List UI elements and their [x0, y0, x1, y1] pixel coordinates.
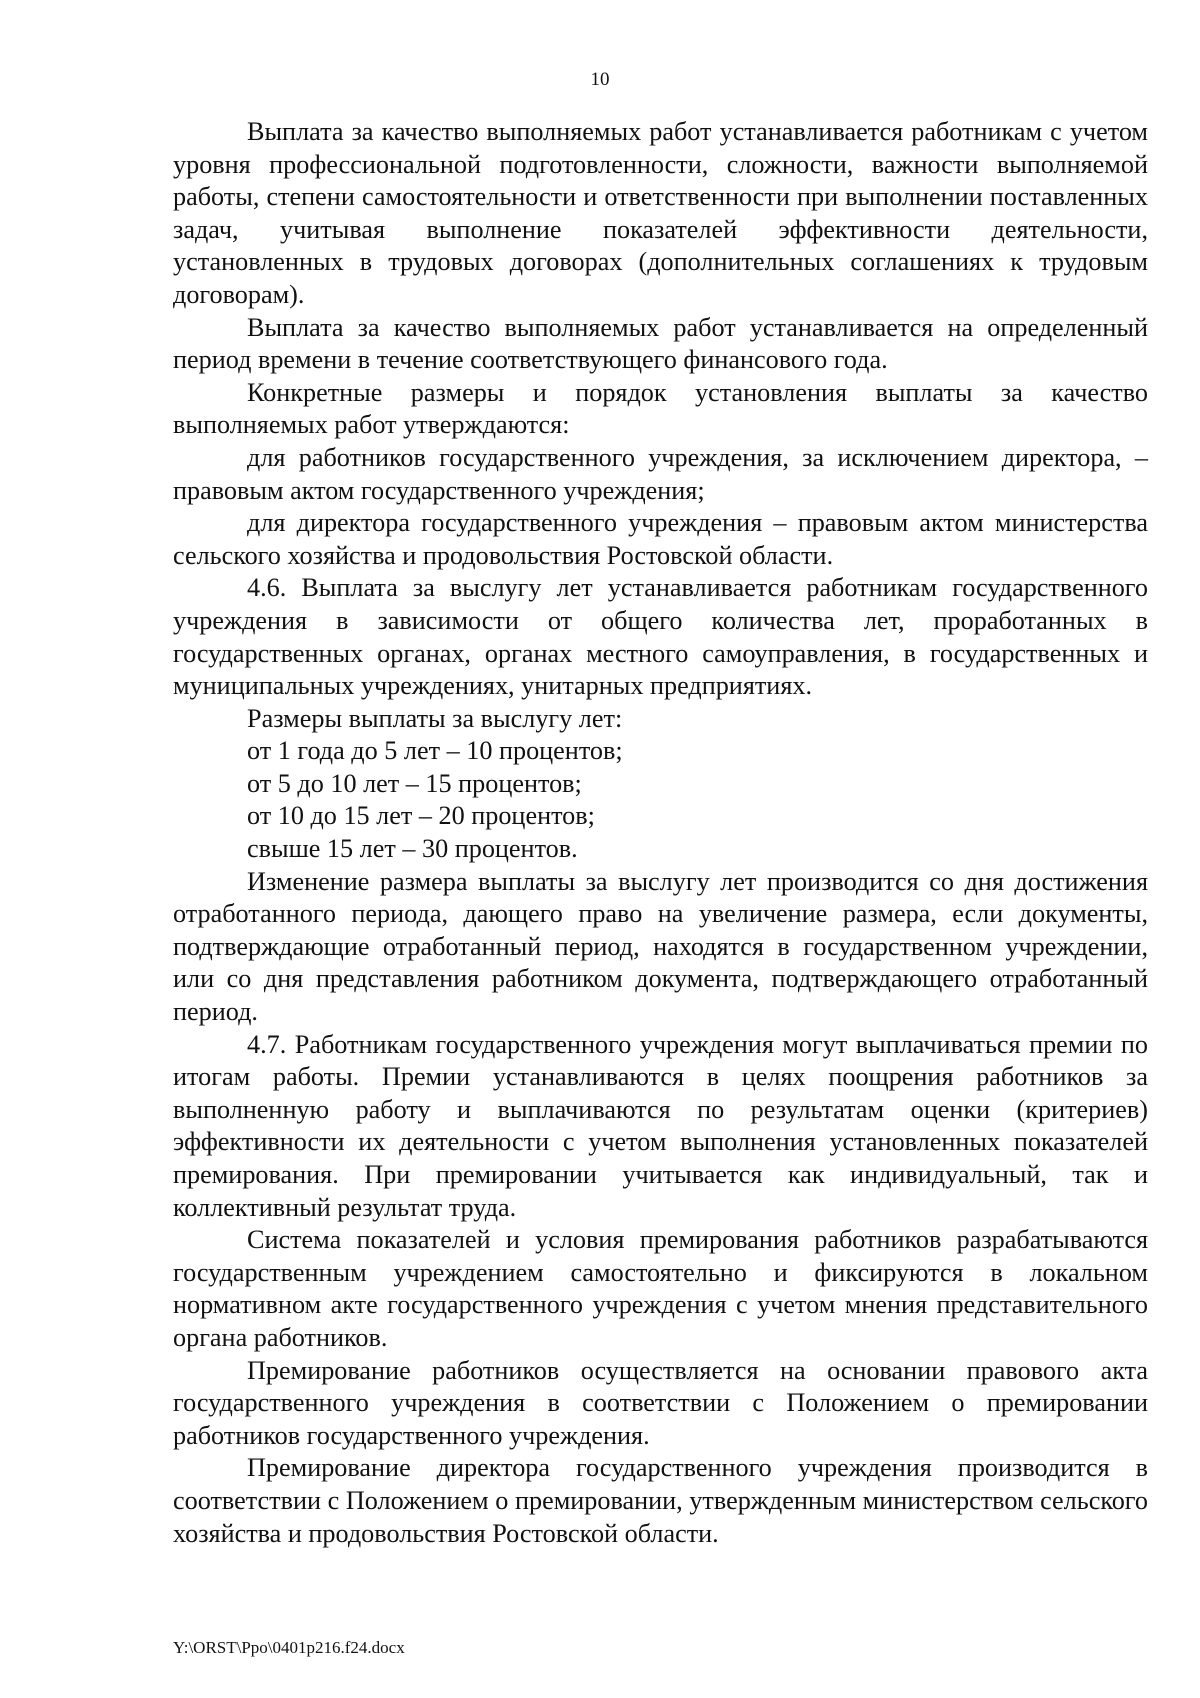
paragraph-quality-payment: Выплата за качество выполняемых работ устанавливается работникам с учетом уровня профессиональной подготовленности, сложности, важности выполняемой работы, степени самостоятельности и ответственности при выполнении поставленных задач, учитывая выполнение показателей эффективности деятельности, установленных в трудовых договорах (дополнительных соглашениях к трудовым договорам). — [173, 117, 1148, 309]
page-number: 10 — [590, 69, 610, 90]
paragraph-bonus-director: Премирование директора государственного учреждения производится в соответствии с Положением о премировании, утвержденным министерством сельского хозяйства и продовольствия Ростовской области. — [173, 1453, 1148, 1548]
paragraph-approval-director: для директора государственного учреждения – правовым актом министерства сельского хозяйства и продовольствия Ростовской области. — [173, 508, 1148, 570]
list-item-seniority-over-15: свыше 15 лет – 30 процентов. — [247, 834, 578, 864]
document-body — [173, 116, 1148, 1550]
paragraph-quality-payment-approval: Конкретные размеры и порядок установления выплаты за качество выполняемых работ утверждаются: — [173, 377, 1148, 440]
paragraph-bonus-employees: Премирование работников осуществляется на основании правового акта государственного учреждения в соответствии с Положением о премировании работников государственного учреждения. — [173, 1355, 1148, 1450]
list-item-seniority-10-15: от 10 до 15 лет – 20 процентов; — [247, 801, 595, 831]
paragraph-section-4-7: 4.7. Работникам государственного учреждения могут выплачиваться премии по итогам работы. Премии устанавливаются в целях поощрения работников за выполненную работу и выплачиваются по результатам оценки (критериев) эффективности их деятельности с учетом выполнения установленных показателей премирования. При премировании учитывается как индивидуальный, так и коллективный результат труда. — [173, 1029, 1148, 1222]
list-item-seniority-5-10: от 5 до 10 лет – 15 процентов; — [247, 768, 582, 798]
paragraph-seniority-sizes: Размеры выплаты за выслугу лет: — [247, 703, 623, 733]
list-item-seniority-1-5: от 1 года до 5 лет – 10 процентов; — [247, 736, 623, 766]
footer-file-path: Y:\ORST\Ppo\0401p216.f24.docx — [173, 1638, 405, 1657]
paragraph-section-4-6: 4.6. Выплата за выслугу лет устанавливается работникам государственного учреждения в зависимости от общего количества лет, проработанных в государственных органах, органах местного самоуправления, в государственных и муниципальных учреждениях, унитарных предприятиях. — [173, 573, 1148, 701]
paragraph-seniority-change: Изменение размера выплаты за выслугу лет производится со дня достижения отработанного периода, дающего право на увеличение размера, если документы, подтверждающие отработанный период, находятся в государственном учреждении, или со дня представления работником документа, подтверждающего отработанный период. — [173, 866, 1148, 1027]
paragraph-bonus-system: Система показателей и условия премирования работников разрабатываются государственным учреждением самостоятельно и фиксируются в локальном нормативном акте государственного учреждения с учетом мнения представительного органа работников. — [173, 1225, 1148, 1352]
paragraph-approval-employees: для работников государственного учреждения, за исключением директора, – правовым актом государственного учреждения; — [173, 442, 1148, 505]
paragraph-quality-payment-period: Выплата за качество выполняемых работ устанавливается на определенный период времени в течение соответствующего финансового года. — [173, 312, 1148, 375]
